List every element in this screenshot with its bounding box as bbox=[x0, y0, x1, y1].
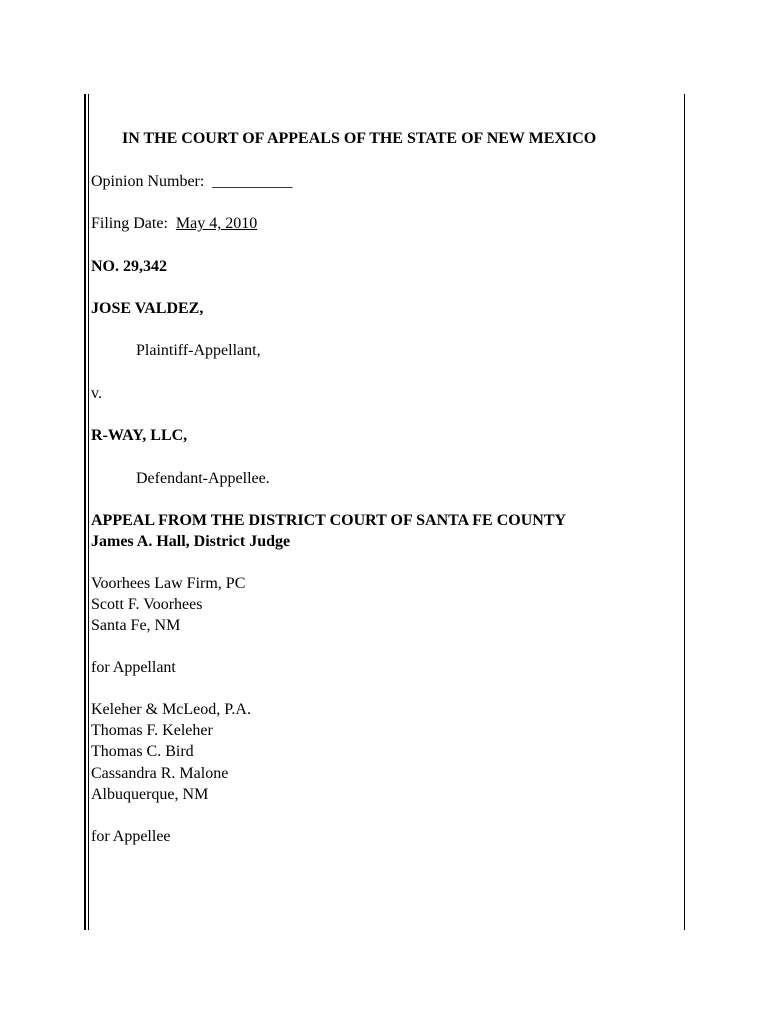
appeal-from: APPEAL FROM THE DISTRICT COURT OF SANTA FE COUNTY bbox=[91, 512, 567, 529]
appellee-counsel-city: Albuquerque, NM bbox=[91, 786, 209, 803]
filing-date-value: May 4, 2010 bbox=[175, 215, 258, 232]
appellee-counsel-firm: Keleher & McLeod, P.A. bbox=[91, 701, 251, 718]
defendant-name: R-WAY, LLC, bbox=[91, 427, 188, 444]
left-margin-rule-inner bbox=[88, 94, 89, 930]
appellant-counsel-attorney: Scott F. Voorhees bbox=[91, 596, 203, 613]
plaintiff-name: JOSE VALDEZ, bbox=[91, 300, 204, 317]
for-appellant: for Appellant bbox=[91, 659, 176, 676]
opinion-number-value: __________ bbox=[212, 173, 293, 190]
opinion-number-label: Opinion Number: bbox=[91, 173, 205, 190]
appellant-counsel-city: Santa Fe, NM bbox=[91, 617, 181, 634]
plaintiff-role: Plaintiff-Appellant, bbox=[136, 342, 261, 359]
defendant-role: Defendant-Appellee. bbox=[136, 470, 270, 487]
district-judge: James A. Hall, District Judge bbox=[91, 533, 291, 550]
opinion-number-line bbox=[91, 171, 292, 192]
appellee-counsel-attorney-2: Thomas C. Bird bbox=[91, 743, 194, 760]
court-title: IN THE COURT OF APPEALS OF THE STATE OF NEW MEXICO bbox=[122, 130, 597, 147]
right-margin-rule bbox=[684, 94, 685, 930]
appellant-counsel-firm: Voorhees Law Firm, PC bbox=[91, 575, 246, 592]
filing-date-label: Filing Date: bbox=[91, 215, 168, 232]
left-margin-rule-outer bbox=[84, 94, 86, 930]
versus: v. bbox=[91, 385, 102, 402]
filing-date-line bbox=[91, 213, 257, 234]
for-appellee: for Appellee bbox=[91, 828, 171, 845]
appellee-counsel-attorney-1: Thomas F. Keleher bbox=[91, 722, 213, 739]
appellee-counsel-attorney-3: Cassandra R. Malone bbox=[91, 765, 229, 782]
case-number: NO. 29,342 bbox=[91, 258, 167, 275]
